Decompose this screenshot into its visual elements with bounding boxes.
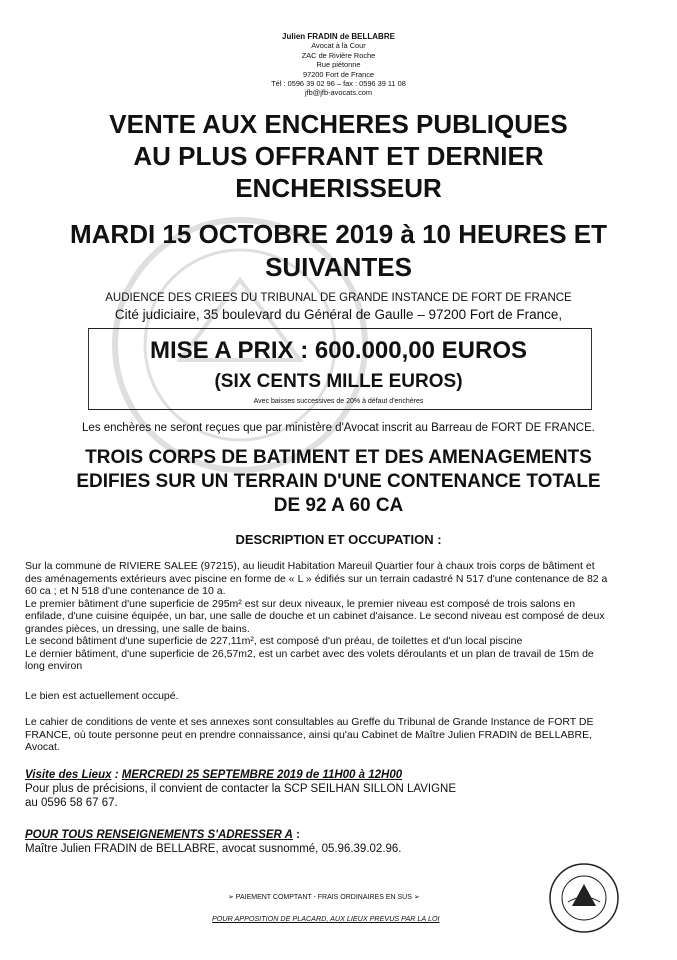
starting-price-words: (SIX CENTS MILLE EUROS) <box>214 371 463 392</box>
visit-heading <box>25 768 456 782</box>
header-line: Tél : 0596 39 02 96 – fax : 0596 39 11 08 <box>271 79 406 89</box>
header-line: 97200 Fort de France <box>302 69 375 79</box>
text-line: Le premier bâtiment d'une superficie de 295m² est sur deux niveaux, le premier niveau est composé de trois salons en <box>25 597 576 610</box>
lawyer-header <box>0 32 677 98</box>
visit-section <box>25 768 456 810</box>
title-line: VENTE AUX ENCHERES PUBLIQUES <box>109 109 568 139</box>
text-line: enfilade, d'une cuisine équipée, un bar, une salle de douche et un cabinet d'aisance. Le second niveau est composé de deux <box>25 610 605 622</box>
text-line: Le second bâtiment d'une superficie de 227,11m², est composé d'un préau, de toilettes et d'un local piscine <box>25 635 523 647</box>
payment-terms: ➢ PAIEMENT COMPTANT - FRAIS ORDINAIRES EN SUS ➢ <box>228 894 420 901</box>
text-line: Le dernier bâtiment, d'une superficie de 26,57m2, est un carbet avec des volets déroulants et un plan de travail de 15m de <box>25 647 594 660</box>
title-line: ENCHERISSEUR <box>235 173 442 203</box>
contact-line: Maître Julien FRADIN de BELLABRE, avocat susnommé, 05.96.39.02.96. <box>25 843 402 855</box>
property-title-line: EDIFIES SUR UN TERRAIN D'UNE CONTENANCE TOTALE <box>76 471 601 492</box>
text-line: Avocat. <box>25 741 60 753</box>
date-line: MARDI 15 OCTOBRE 2019 à 10 HEURES ET <box>69 219 608 249</box>
contact-colon: : <box>292 829 300 841</box>
title-line: AU PLUS OFFRANT ET DERNIER <box>133 141 544 171</box>
court-address: Cité judiciaire, 35 boulevard du Général de Gaulle – 97200 Fort de France, <box>114 307 563 322</box>
price-reduction-note: Avec baisses successives de 20% à défaut d'enchères <box>253 398 424 405</box>
header-line: ZAC de Rivière Roche <box>301 50 376 60</box>
placard-note: POUR APPOSITION DE PLACARD, AUX LIEUX PREVUS PAR LA LOI <box>212 914 440 923</box>
starting-price: MISE A PRIX : 600.000,00 EUROS <box>149 337 528 364</box>
visit-colon: : <box>111 769 122 781</box>
sale-title <box>20 108 657 204</box>
conditions-text <box>25 716 650 754</box>
audience-line: AUDIENCE DES CRIEES DU TRIBUNAL DE GRANDE INSTANCE DE FORT DE FRANCE <box>105 292 572 304</box>
bidding-note: Les enchères ne seront reçues que par ministère d'Avocat inscrit au Barreau de FORT DE FRANCE. <box>82 422 595 434</box>
contact-section <box>25 828 402 856</box>
text-line: long environ <box>25 660 83 672</box>
text-line: Le cahier de conditions de vente et ses annexes sont consultables au Greffe du Tribunal de Grande Instance de FORT DE <box>25 716 594 728</box>
header-line: jfb@jfb-avocats.com <box>304 88 373 98</box>
visit-line: au 0596 58 67 67. <box>25 797 118 809</box>
contact-label: POUR TOUS RENSEIGNEMENTS S'ADRESSER A <box>25 829 293 841</box>
lawyer-name: Julien FRADIN de BELLABRE <box>282 32 395 41</box>
text-line: FRANCE, où toute personne peut en prendre connaissance, ainsi qu'au Cabinet de Maître Julien FRADIN de BELLABRE, <box>25 728 592 741</box>
visit-label: Visite des Lieux <box>25 769 112 781</box>
visit-line: Pour plus de précisions, il convient de contacter la SCP SEILHAN SILLON LAVIGNE <box>25 783 457 795</box>
property-title-line: TROIS CORPS DE BATIMENT ET DES AMENAGEMENTS <box>85 447 592 468</box>
description-heading: DESCRIPTION ET OCCUPATION : <box>235 532 442 547</box>
visit-date: MERCREDI 25 SEPTEMBRE 2019 de 11H00 à 12H00 <box>121 769 403 781</box>
header-line: Rue piétonne <box>316 60 361 70</box>
date-line: SUIVANTES <box>265 252 412 282</box>
text-line: grandes pièces, un dressing, une salle de bains. <box>25 622 250 635</box>
property-title <box>20 446 657 518</box>
occupation-status: Le bien est actuellement occupé. <box>25 690 179 702</box>
contact-heading <box>25 828 402 842</box>
sale-date <box>20 218 657 284</box>
bailiff-stamp <box>548 862 620 934</box>
text-line: des aménagements extérieurs avec piscine en forme de « L » édifiés sur un terrain cadastré N 517 d'une contenance de 82 a <box>25 572 608 585</box>
text-line: 60 ca ; et N 518 d'une contenance de 10 a. <box>25 585 226 597</box>
text-line: Sur la commune de RIVIERE SALEE (97215), au lieudit Habitation Mareuil Quartier four à chaux trois corps de bâtiment et <box>25 560 595 572</box>
property-title-line: DE 92 A 60 CA <box>273 495 404 516</box>
header-line: Avocat à la Cour <box>311 41 366 51</box>
description-text <box>25 560 650 673</box>
